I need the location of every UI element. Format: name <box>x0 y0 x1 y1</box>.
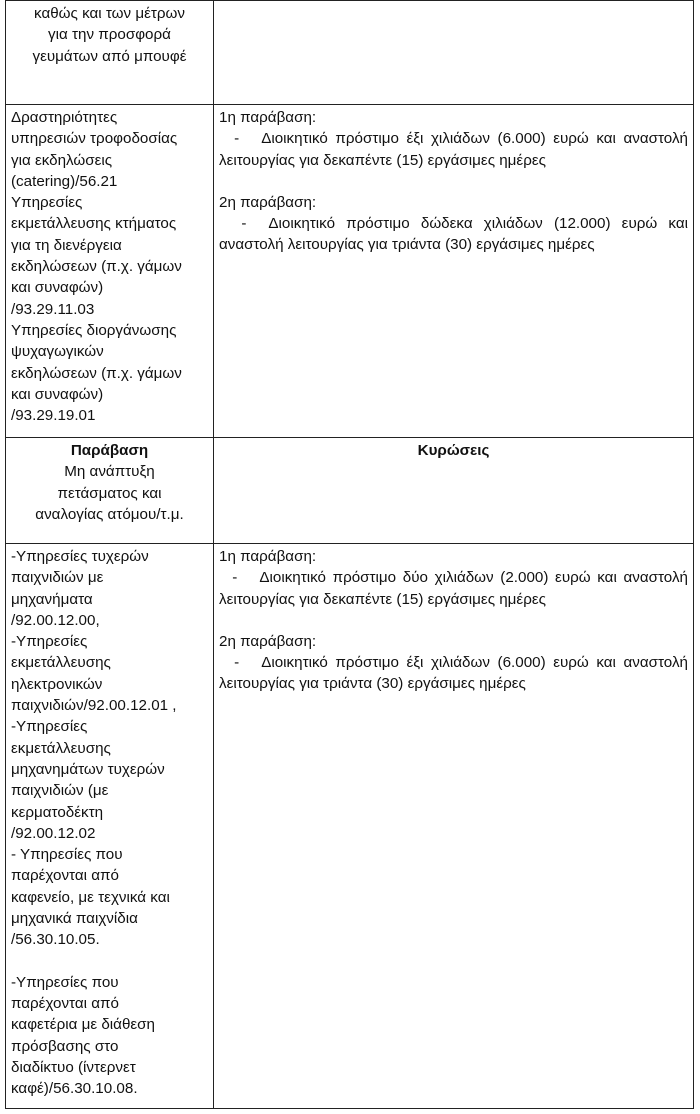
table-row <box>6 105 694 438</box>
activity-line: /93.29.19.01 <box>11 407 96 425</box>
activity-cell <box>6 1 214 105</box>
activity-line: μηχανικά παιχνίδια <box>11 910 138 928</box>
activity-line: παιχνιδιών με <box>11 569 104 587</box>
activity-line: Υπηρεσίες διοργάνωσης <box>11 321 177 339</box>
activity-line: για τη διενέργεια <box>11 236 122 254</box>
activity-line: καφέ)/56.30.10.08. <box>11 1080 138 1098</box>
activity-line: -Υπηρεσίες τυχερών <box>11 548 149 565</box>
second-violation-text: - Διοικητικό πρόστιμο έξι χιλιάδων (6.000) ευρώ και αναστολή λειτουργίας για τριάντα (30) εργάσιμες ημέρες <box>219 654 688 693</box>
activity-line: ηλεκτρονικών <box>11 675 103 693</box>
first-violation-text: - Διοικητικό πρόστιμο δύο χιλιάδων (2.000) ευρώ και αναστολή λειτουργίας για δεκαπέντε (15) εργάσιμες ημέρες <box>219 569 688 608</box>
sanctions-header-cell: Κυρώσεις <box>214 438 694 544</box>
violation-line: πετάσματος και <box>57 484 162 502</box>
activity-line: διαδίκτυο (ίντερνετ <box>11 1058 136 1076</box>
activity-line: (catering)/56.21 <box>11 172 118 190</box>
violation-header-cell <box>6 438 214 544</box>
activity-line: -Υπηρεσίες που <box>11 973 119 991</box>
activity-line: υπηρεσιών τροφοδοσίας <box>11 130 178 148</box>
table-header-row <box>6 438 694 544</box>
activity-line: ψυχαγωγικών <box>11 343 104 361</box>
activity-line: Δραστηριότητες <box>11 109 118 126</box>
activity-line: μηχανήματα <box>11 590 93 608</box>
activity-line: και συναφών) <box>11 279 104 297</box>
first-violation-label: 1η παράβαση: <box>219 548 317 565</box>
penalty-cell <box>214 105 694 438</box>
activity-line-blank <box>11 951 208 972</box>
activity-line: για εκδηλώσεις <box>11 151 113 169</box>
activity-line: -Υπηρεσίες <box>11 718 88 736</box>
activity-line: - Υπηρεσίες που <box>11 846 123 864</box>
activity-line: κερματοδέκτη <box>11 803 104 821</box>
activity-line: καθώς και των μέτρων <box>34 5 185 22</box>
activity-line: /93.29.11.03 <box>11 300 95 318</box>
activity-line: εκδηλώσεων (π.χ. γάμων <box>11 364 182 382</box>
table-row <box>6 544 694 1109</box>
activity-line: και συναφών) <box>11 385 104 403</box>
activity-line: /92.00.12.00, <box>11 611 100 629</box>
activity-line: πρόσβασης στο <box>11 1037 119 1055</box>
penalty-cell <box>214 544 694 1109</box>
activity-line: /56.30.10.05. <box>11 931 100 949</box>
activity-line: εκμετάλλευσης <box>11 654 111 672</box>
activity-line: γευμάτων από μπουφέ <box>32 47 187 65</box>
activity-line: εκμετάλλευσης κτήματος <box>11 215 177 233</box>
violation-line: Μη ανάπτυξη <box>64 463 155 481</box>
penalty-cell <box>214 1 694 105</box>
activity-cell <box>6 105 214 438</box>
activity-line: /92.00.12.02 <box>11 824 96 842</box>
violation-line: αναλογίας ατόμου/τ.μ. <box>35 505 184 523</box>
second-violation-label: 2η παράβαση: <box>219 193 317 211</box>
second-violation-label: 2η παράβαση: <box>219 632 317 650</box>
activity-line: -Υπηρεσίες <box>11 633 88 651</box>
sanctions-table <box>5 0 694 1109</box>
activity-line: παρέχονται από <box>11 867 119 885</box>
activity-line: για την προσφορά <box>48 26 171 44</box>
activity-line: μηχανημάτων τυχερών <box>11 760 165 778</box>
first-violation-label: 1η παράβαση: <box>219 109 317 126</box>
activity-line: παρέχονται από <box>11 994 119 1012</box>
activity-line: εκδηλώσεων (π.χ. γάμων <box>11 258 182 276</box>
activity-line: παιχνιδιών/92.00.12.01 , <box>11 697 177 715</box>
table-row <box>6 1 694 105</box>
violation-title: Παράβαση <box>70 442 149 459</box>
first-violation-text: - Διοικητικό πρόστιμο έξι χιλιάδων (6.000) ευρώ και αναστολή λειτουργίας για δεκαπέντε (15) εργάσιμες ημέρες <box>219 130 688 169</box>
second-violation-text: - Διοικητικό πρόστιμο δώδεκα χιλιάδων (12.000) ευρώ και αναστολή λειτουργίας για τριάντα (30) εργάσιμες ημέρες <box>219 215 688 254</box>
activity-line: Υπηρεσίες <box>11 194 83 212</box>
activity-cell <box>6 544 214 1109</box>
activity-line: καφετέρια με διάθεση <box>11 1016 155 1034</box>
activity-line: εκμετάλλευσης <box>11 739 111 757</box>
activity-line: παιχνιδιών (με <box>11 782 109 800</box>
activity-line: καφενείο, με τεχνικά και <box>11 888 170 906</box>
document-page <box>5 0 693 1110</box>
